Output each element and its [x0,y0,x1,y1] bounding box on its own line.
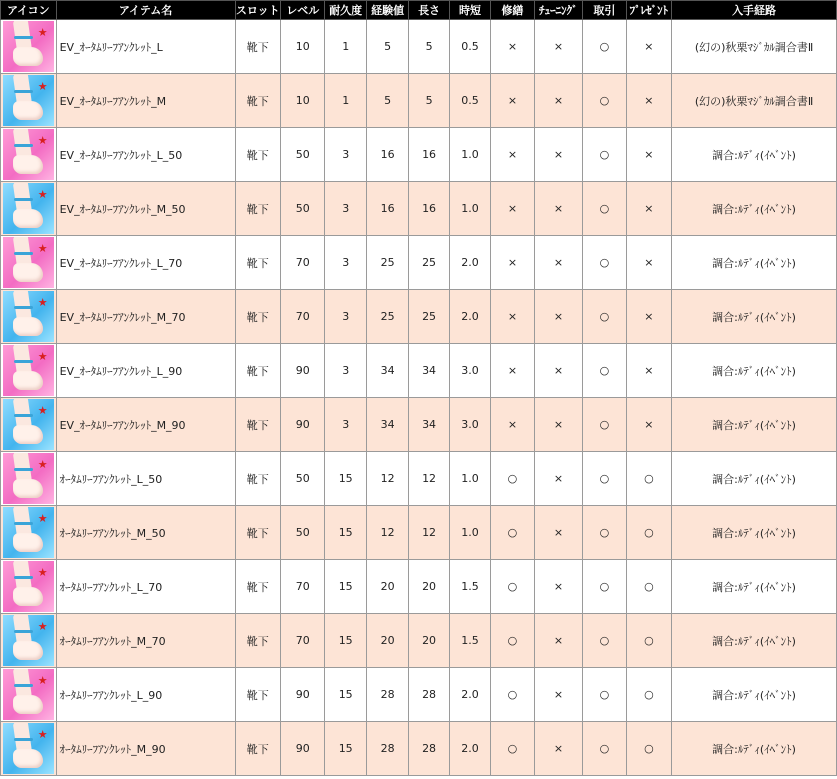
header-repair: 修繕 [491,1,534,20]
item-present: ○ [626,560,671,614]
item-slot: 靴下 [235,182,280,236]
item-durability: 15 [325,560,366,614]
item-present: × [626,20,671,74]
item-tuning: × [534,344,583,398]
item-shorten: 2.0 [449,236,490,290]
item-shorten: 0.5 [449,74,490,128]
item-tuning: × [534,290,583,344]
item-trade: ○ [583,128,626,182]
item-durability: 3 [325,182,366,236]
pink-foot-anklet-icon [3,669,54,720]
item-name: EV_ｵｰﾀﾑﾘｰﾌｱﾝｸﾚｯﾄ_M [56,74,235,128]
item-slot: 靴下 [235,20,280,74]
item-exp: 16 [366,182,408,236]
blue-foot-anklet-icon [3,183,54,234]
item-tuning: × [534,452,583,506]
item-level: 50 [281,182,325,236]
item-tuning: × [534,398,583,452]
star-charm-icon: ★ [37,296,48,309]
item-source: 調合:ﾙﾃﾞｨ(ｲﾍﾞﾝﾄ) [672,614,837,668]
item-shorten: 3.0 [449,344,490,398]
item-slot: 靴下 [235,344,280,398]
item-source: 調合:ﾙﾃﾞｨ(ｲﾍﾞﾝﾄ) [672,290,837,344]
pink-foot-anklet-icon [3,345,54,396]
star-charm-icon: ★ [37,674,48,687]
item-icon-cell [1,722,57,776]
item-exp: 5 [366,74,408,128]
item-icon-cell [1,182,57,236]
item-repair: × [491,236,534,290]
item-length: 5 [409,74,449,128]
item-present: × [626,398,671,452]
header-slot: スロット [235,1,280,20]
item-tuning: × [534,560,583,614]
item-repair: ○ [491,722,534,776]
item-present: × [626,290,671,344]
table-row [1,344,837,398]
table-row [1,668,837,722]
item-present: ○ [626,668,671,722]
header-level: レベル [281,1,325,20]
table-row [1,398,837,452]
item-exp: 16 [366,128,408,182]
item-level: 90 [281,668,325,722]
item-present: × [626,182,671,236]
item-slot: 靴下 [235,614,280,668]
star-charm-icon: ★ [37,26,48,39]
item-repair: × [491,74,534,128]
item-durability: 15 [325,452,366,506]
item-present: ○ [626,506,671,560]
item-present: × [626,344,671,398]
item-length: 25 [409,236,449,290]
table-row [1,614,837,668]
item-source: 調合:ﾙﾃﾞｨ(ｲﾍﾞﾝﾄ) [672,668,837,722]
item-source: 調合:ﾙﾃﾞｨ(ｲﾍﾞﾝﾄ) [672,560,837,614]
star-charm-icon: ★ [37,242,48,255]
item-repair: × [491,182,534,236]
pink-foot-anklet-icon [3,129,54,180]
item-name: ｵｰﾀﾑﾘｰﾌｱﾝｸﾚｯﾄ_L_50 [56,452,235,506]
item-length: 34 [409,398,449,452]
item-slot: 靴下 [235,128,280,182]
item-shorten: 1.0 [449,128,490,182]
item-shorten: 2.0 [449,290,490,344]
item-repair: × [491,20,534,74]
blue-foot-anklet-icon [3,615,54,666]
item-name: ｵｰﾀﾑﾘｰﾌｱﾝｸﾚｯﾄ_M_50 [56,506,235,560]
item-icon-cell [1,614,57,668]
item-rows [1,20,837,776]
item-name: ｵｰﾀﾑﾘｰﾌｱﾝｸﾚｯﾄ_L_70 [56,560,235,614]
item-level: 50 [281,506,325,560]
item-length: 20 [409,614,449,668]
item-shorten: 1.5 [449,560,490,614]
item-durability: 3 [325,290,366,344]
item-length: 12 [409,452,449,506]
item-exp: 20 [366,614,408,668]
table-row [1,452,837,506]
header-shorten: 時短 [449,1,490,20]
item-exp: 34 [366,344,408,398]
item-level: 10 [281,20,325,74]
header-exp: 経験値 [366,1,408,20]
item-exp: 34 [366,398,408,452]
blue-foot-anklet-icon [3,723,54,774]
item-source: 調合:ﾙﾃﾞｨ(ｲﾍﾞﾝﾄ) [672,344,837,398]
item-durability: 15 [325,506,366,560]
item-repair: ○ [491,452,534,506]
item-icon-cell [1,290,57,344]
item-tuning: × [534,668,583,722]
item-trade: ○ [583,344,626,398]
item-source: 調合:ﾙﾃﾞｨ(ｲﾍﾞﾝﾄ) [672,128,837,182]
item-trade: ○ [583,722,626,776]
item-shorten: 2.0 [449,668,490,722]
table-row [1,560,837,614]
item-exp: 12 [366,452,408,506]
item-exp: 5 [366,20,408,74]
item-level: 90 [281,398,325,452]
item-durability: 3 [325,128,366,182]
item-tuning: × [534,20,583,74]
item-slot: 靴下 [235,722,280,776]
item-length: 16 [409,128,449,182]
item-shorten: 1.0 [449,182,490,236]
item-shorten: 2.0 [449,722,490,776]
item-durability: 15 [325,722,366,776]
table-row [1,290,837,344]
item-present: ○ [626,614,671,668]
item-level: 70 [281,290,325,344]
item-shorten: 1.5 [449,614,490,668]
item-exp: 28 [366,668,408,722]
table-row [1,20,837,74]
item-name: EV_ｵｰﾀﾑﾘｰﾌｱﾝｸﾚｯﾄ_M_50 [56,182,235,236]
item-length: 25 [409,290,449,344]
item-present: × [626,236,671,290]
item-present: × [626,74,671,128]
table-row [1,722,837,776]
item-tuning: × [534,506,583,560]
star-charm-icon: ★ [37,350,48,363]
item-exp: 20 [366,560,408,614]
item-tuning: × [534,236,583,290]
item-name: EV_ｵｰﾀﾑﾘｰﾌｱﾝｸﾚｯﾄ_L [56,20,235,74]
item-repair: × [491,290,534,344]
item-source: 調合:ﾙﾃﾞｨ(ｲﾍﾞﾝﾄ) [672,182,837,236]
item-slot: 靴下 [235,290,280,344]
item-repair: × [491,398,534,452]
item-trade: ○ [583,506,626,560]
table-row [1,74,837,128]
item-icon-cell [1,344,57,398]
item-name: EV_ｵｰﾀﾑﾘｰﾌｱﾝｸﾚｯﾄ_L_90 [56,344,235,398]
item-tuning: × [534,128,583,182]
item-name: EV_ｵｰﾀﾑﾘｰﾌｱﾝｸﾚｯﾄ_L_50 [56,128,235,182]
item-repair: × [491,128,534,182]
item-icon-cell [1,74,57,128]
item-slot: 靴下 [235,506,280,560]
item-trade: ○ [583,452,626,506]
item-repair: ○ [491,614,534,668]
header-row [1,1,837,20]
item-tuning: × [534,614,583,668]
item-slot: 靴下 [235,398,280,452]
item-repair: × [491,344,534,398]
item-trade: ○ [583,20,626,74]
item-icon-cell [1,668,57,722]
pink-foot-anklet-icon [3,561,54,612]
pink-foot-anklet-icon [3,453,54,504]
star-charm-icon: ★ [37,134,48,147]
star-charm-icon: ★ [37,512,48,525]
star-charm-icon: ★ [37,458,48,471]
item-level: 70 [281,236,325,290]
item-level: 10 [281,74,325,128]
item-exp: 12 [366,506,408,560]
item-durability: 3 [325,344,366,398]
item-slot: 靴下 [235,452,280,506]
item-length: 12 [409,506,449,560]
item-present: ○ [626,452,671,506]
item-durability: 15 [325,614,366,668]
header-trade: 取引 [583,1,626,20]
star-charm-icon: ★ [37,188,48,201]
header-name: アイテム名 [56,1,235,20]
pink-foot-anklet-icon [3,237,54,288]
item-name: ｵｰﾀﾑﾘｰﾌｱﾝｸﾚｯﾄ_M_90 [56,722,235,776]
item-trade: ○ [583,560,626,614]
item-icon-cell [1,560,57,614]
item-repair: ○ [491,506,534,560]
item-trade: ○ [583,236,626,290]
item-tuning: × [534,722,583,776]
header-source: 入手経路 [672,1,837,20]
header-length: 長さ [409,1,449,20]
item-source: (幻の)秋栗ﾏｼﾞｶﾙ調合書Ⅱ [672,74,837,128]
table-row [1,128,837,182]
item-icon-cell [1,128,57,182]
star-charm-icon: ★ [37,566,48,579]
item-length: 20 [409,560,449,614]
item-source: 調合:ﾙﾃﾞｨ(ｲﾍﾞﾝﾄ) [672,452,837,506]
item-level: 70 [281,560,325,614]
header-tuning: ﾁｭｰﾆﾝｸﾞ [534,1,583,20]
item-shorten: 1.0 [449,506,490,560]
item-level: 90 [281,722,325,776]
item-name: EV_ｵｰﾀﾑﾘｰﾌｱﾝｸﾚｯﾄ_L_70 [56,236,235,290]
blue-foot-anklet-icon [3,399,54,450]
item-level: 50 [281,452,325,506]
item-source: (幻の)秋栗ﾏｼﾞｶﾙ調合書Ⅱ [672,20,837,74]
item-slot: 靴下 [235,560,280,614]
item-source: 調合:ﾙﾃﾞｨ(ｲﾍﾞﾝﾄ) [672,398,837,452]
item-source: 調合:ﾙﾃﾞｨ(ｲﾍﾞﾝﾄ) [672,236,837,290]
item-level: 90 [281,344,325,398]
item-trade: ○ [583,614,626,668]
item-durability: 3 [325,236,366,290]
item-slot: 靴下 [235,74,280,128]
star-charm-icon: ★ [37,80,48,93]
item-length: 16 [409,182,449,236]
star-charm-icon: ★ [37,404,48,417]
item-shorten: 0.5 [449,20,490,74]
item-icon-cell [1,236,57,290]
blue-foot-anklet-icon [3,507,54,558]
item-present: ○ [626,722,671,776]
item-icon-cell [1,398,57,452]
item-name: EV_ｵｰﾀﾑﾘｰﾌｱﾝｸﾚｯﾄ_M_90 [56,398,235,452]
item-durability: 3 [325,398,366,452]
blue-foot-anklet-icon [3,291,54,342]
item-source: 調合:ﾙﾃﾞｨ(ｲﾍﾞﾝﾄ) [672,722,837,776]
item-exp: 28 [366,722,408,776]
item-name: ｵｰﾀﾑﾘｰﾌｱﾝｸﾚｯﾄ_L_90 [56,668,235,722]
item-exp: 25 [366,236,408,290]
item-durability: 1 [325,20,366,74]
item-trade: ○ [583,290,626,344]
item-trade: ○ [583,398,626,452]
blue-foot-anklet-icon [3,75,54,126]
item-tuning: × [534,74,583,128]
item-level: 70 [281,614,325,668]
header-icon: アイコン [1,1,57,20]
item-durability: 15 [325,668,366,722]
item-length: 5 [409,20,449,74]
item-trade: ○ [583,668,626,722]
item-shorten: 3.0 [449,398,490,452]
item-icon-cell [1,452,57,506]
item-repair: ○ [491,668,534,722]
item-icon-cell [1,506,57,560]
table-row [1,236,837,290]
item-trade: ○ [583,74,626,128]
item-length: 34 [409,344,449,398]
item-slot: 靴下 [235,236,280,290]
header-present: ﾌﾟﾚｾﾞﾝﾄ [626,1,671,20]
item-exp: 25 [366,290,408,344]
item-repair: ○ [491,560,534,614]
table-row [1,182,837,236]
item-slot: 靴下 [235,668,280,722]
item-icon-cell [1,20,57,74]
star-charm-icon: ★ [37,620,48,633]
item-tuning: × [534,182,583,236]
item-name: ｵｰﾀﾑﾘｰﾌｱﾝｸﾚｯﾄ_M_70 [56,614,235,668]
item-name: EV_ｵｰﾀﾑﾘｰﾌｱﾝｸﾚｯﾄ_M_70 [56,290,235,344]
item-trade: ○ [583,182,626,236]
header-durability: 耐久度 [325,1,366,20]
item-level: 50 [281,128,325,182]
item-length: 28 [409,668,449,722]
item-length: 28 [409,722,449,776]
item-durability: 1 [325,74,366,128]
item-shorten: 1.0 [449,452,490,506]
item-source: 調合:ﾙﾃﾞｨ(ｲﾍﾞﾝﾄ) [672,506,837,560]
table-row [1,506,837,560]
star-charm-icon: ★ [37,728,48,741]
pink-foot-anklet-icon [3,21,54,72]
item-present: × [626,128,671,182]
